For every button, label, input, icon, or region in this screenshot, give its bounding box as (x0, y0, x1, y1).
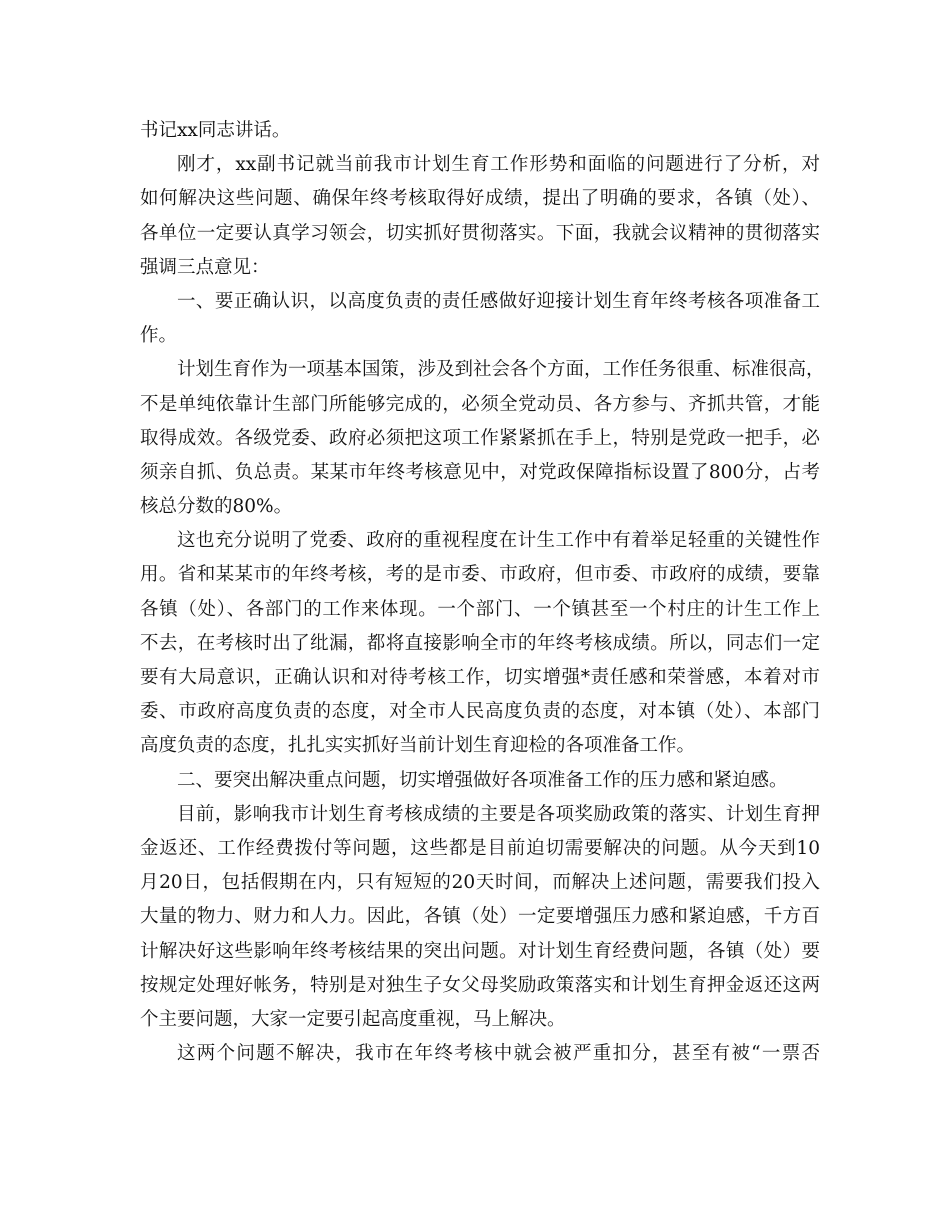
text-line: 书记xx同志讲话。 (140, 120, 291, 141)
text-line: 各单位一定要认真学习领会，切实抓好贯彻落实。下面，我就会议精神的贯彻落实 (140, 222, 820, 244)
section-heading-line: 作。 (140, 325, 178, 347)
text-line: 计解决好这些影响年终考核结果的突出问题。对计划生育经费问题，各镇（处）要 (140, 940, 820, 962)
text-line: 要有大局意识，正确认识和对待考核工作，切实增强*责任感和荣誉感，本着对市 (140, 667, 820, 688)
text-line: 计划生育作为一项基本国策，涉及到社会各个方面，工作任务很重、标准很高， (177, 359, 825, 381)
text-line: 各镇（处）、各部门的工作来体现。一个部门、一个镇甚至一个村庄的计生工作上 (140, 598, 820, 620)
text-line: 用。省和某某市的年终考核，考的是市委、市政府，但市委、市政府的成绩，要靠 (140, 564, 820, 586)
text-line: 强调三点意见： (140, 256, 270, 278)
document-body (140, 114, 825, 1071)
section-heading-line: 一、要正确认识，以高度负责的责任感做好迎接计划生育年终考核各项准备工 (177, 290, 820, 312)
text-line: 如何解决这些问题、确保年终考核取得好成绩，提出了明确的要求，各镇（处）、 (140, 188, 820, 210)
text-line: 须亲自抓、负总责。某某市年终考核意见中，对党政保障指标设置了800分，占考 (140, 461, 820, 483)
text-line: 不是单纯依靠计生部门所能够完成的，必须全党动员、各方参与、齐抓共管，才能 (140, 393, 820, 415)
text-line: 金返还、工作经费拨付等问题，这些都是目前迫切需要解决的问题。从今天到10 (140, 837, 820, 859)
text-line: 这也充分说明了党委、政府的重视程度在计生工作中有着举足轻重的关键性作 (177, 530, 820, 552)
text-line: 高度负责的态度，扎扎实实抓好当前计划生育迎检的各项准备工作。 (140, 735, 696, 757)
text-line: 月20日，包括假期在内，只有短短的20天时间，而解决上述问题，需要我们投入 (140, 872, 820, 894)
text-line: 委、市政府高度负责的态度，对全市人民高度负责的态度，对本镇（处）、本部门 (140, 701, 820, 723)
text-line: 目前，影响我市计划生育考核成绩的主要是各项奖励政策的落实、计划生育押 (177, 803, 820, 825)
text-line: 不去，在考核时出了纰漏，都将直接影响全市的年终考核成绩。所以，同志们一定 (140, 632, 820, 654)
section-heading-line: 二、要突出解决重点问题，切实增强做好各项准备工作的压力感和紧迫感。 (177, 769, 788, 791)
text-line: 按规定处理好帐务，特别是对独生子女父母奖励政策落实和计划生育押金返还这两 (140, 974, 820, 996)
text-line: 取得成效。各级党委、政府必须把这项工作紧紧抓在手上，特别是党政一把手，必 (140, 427, 820, 449)
text-line: 刚才，xx副书记就当前我市计划生育工作形势和面临的问题进行了分析，对 (177, 154, 820, 176)
text-line: 个主要问题，大家一定要引起高度重视，马上解决。 (140, 1008, 566, 1030)
text-line: 大量的物力、财力和人力。因此，各镇（处）一定要增强压力感和紧迫感，千方百 (140, 906, 820, 928)
text-line: 这两个问题不解决，我市在年终考核中就会被严重扣分，甚至有被“一票否 (177, 1043, 820, 1065)
text-line: 核总分数的80%。 (140, 496, 293, 518)
